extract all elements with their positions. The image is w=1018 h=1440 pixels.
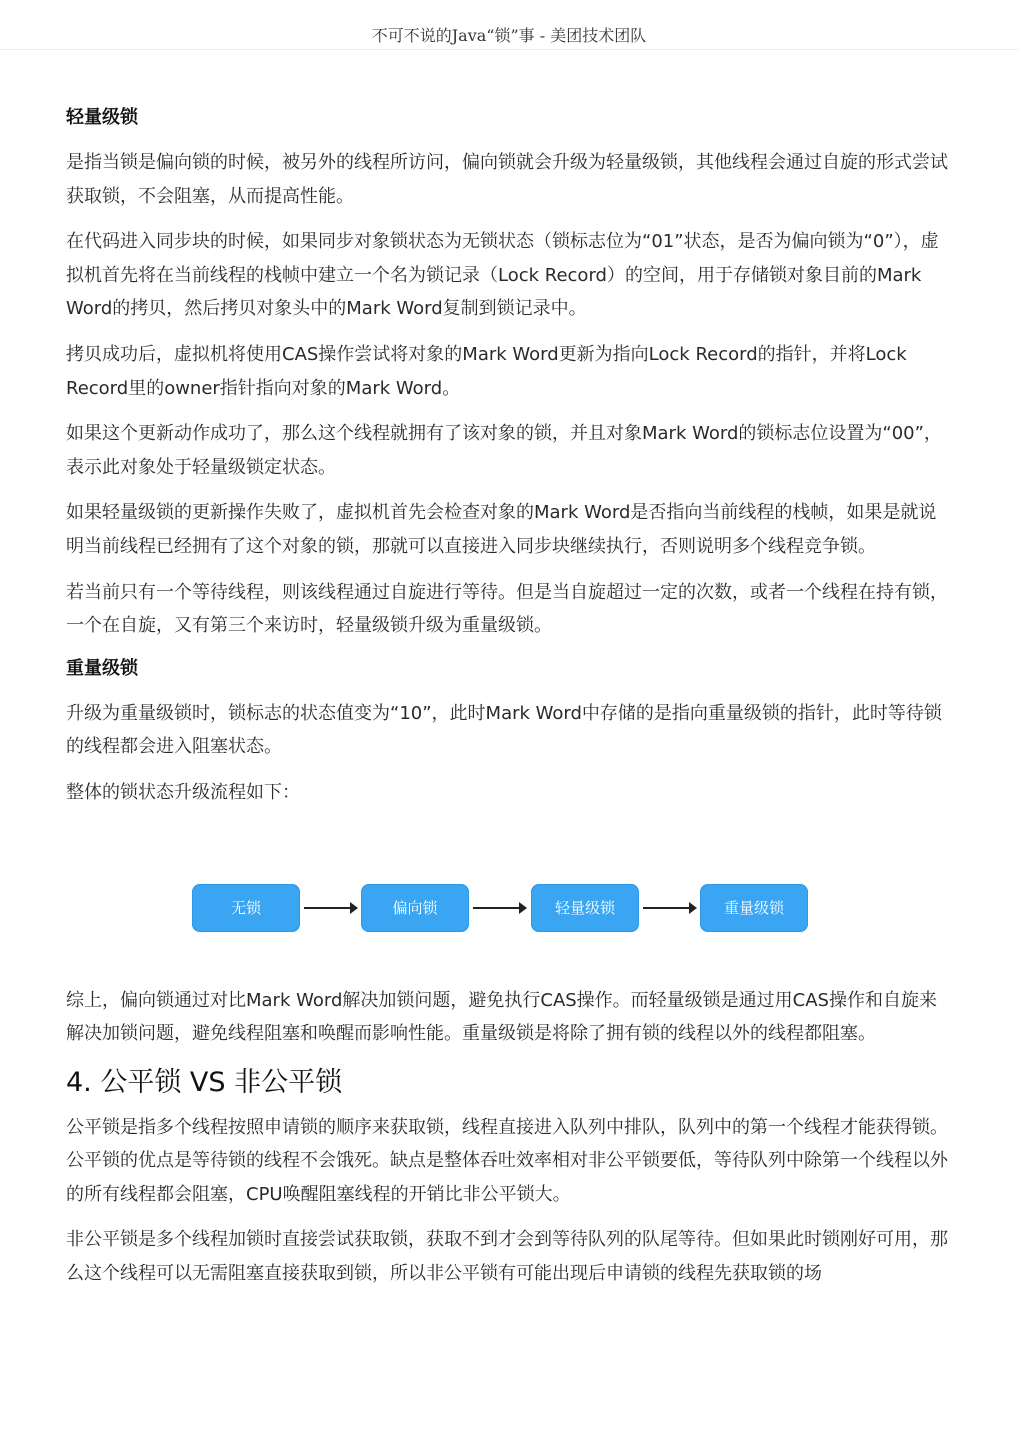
flow-arrow-icon xyxy=(304,907,356,909)
flow-arrow-icon xyxy=(643,907,695,909)
paragraph: 如果这个更新动作成功了，那么这个线程就拥有了该对象的锁，并且对象Mark Word的锁标志位设置为“00”，表示此对象处于轻量级锁定状态。 xyxy=(66,423,942,478)
heading-lightweight-lock: 轻量级锁 xyxy=(66,107,138,128)
paragraph: 若当前只有一个等待线程，则该线程通过自旋进行等待。但是当自旋超过一定的次数，或者一个线程在持有锁，一个在自旋，又有第三个来访时，轻量级锁升级为重量级锁。 xyxy=(66,581,948,637)
paragraph: 拷贝成功后，虚拟机将使用CAS操作尝试将对象的Mark Word更新为指向Lock Record的指针，并将Lock Record里的owner指针指向对象的Mark Word。 xyxy=(66,343,907,399)
heading-fair-vs-unfair: 4. 公平锁 VS 非公平锁 xyxy=(66,1066,343,1098)
heading-heavyweight-lock: 重量级锁 xyxy=(66,657,138,679)
flow-arrow-icon xyxy=(473,907,525,909)
paragraph: 公平锁是指多个线程按照申请锁的顺序来获取锁，线程直接进入队列中排队，队列中的第一个线程才能获得锁。公平锁的优点是等待锁的线程不会饿死。缺点是整体吞吐效率相对非公平锁要低，等待队列中除第一个线程以外的所有线程都会阻塞，CPU唤醒阻塞线程的开销比非公平锁大。 xyxy=(66,1116,948,1205)
article-body xyxy=(66,104,952,1303)
paragraph: 在代码进入同步块的时候，如果同步对象锁状态为无锁状态（锁标志位为“01”状态，是否为偏向锁为“0”），虚拟机首先将在当前线程的栈帧中建立一个名为锁记录（Lock Record）的空间，用于存储锁对象目前的Mark Word的拷贝，然后拷贝对象头中的Mark Word复制到锁记录中。 xyxy=(66,231,939,320)
flow-step-no-lock: 无锁 xyxy=(192,884,300,932)
paragraph: 如果轻量级锁的更新操作失败了，虚拟机首先会检查对象的Mark Word是否指向当前线程的栈帧，如果是就说明当前线程已经拥有了这个对象的锁，那就可以直接进入同步块继续执行，否则说明多个线程竞争锁。 xyxy=(66,502,937,557)
paragraph: 非公平锁是多个线程加锁时直接尝试获取锁，获取不到才会到等待队列的队尾等待。但如果此时锁刚好可用，那么这个线程可以无需阻塞直接获取到锁，所以非公平锁有可能出现后申请锁的线程先获取锁的场 xyxy=(66,1229,948,1285)
paragraph: 整体的锁状态升级流程如下： xyxy=(66,781,300,803)
flow-step-heavyweight-lock: 重量级锁 xyxy=(700,884,808,932)
paragraph: 是指当锁是偏向锁的时候，被另外的线程所访问，偏向锁就会升级为轻量级锁，其他线程会通过自旋的形式尝试获取锁，不会阻塞，从而提高性能。 xyxy=(66,152,948,207)
flow-step-biased-lock: 偏向锁 xyxy=(361,884,469,932)
flow-step-lightweight-lock: 轻量级锁 xyxy=(531,884,639,932)
page-title: 不可不说的Java“锁”事 - 美团技术团队 xyxy=(371,26,647,45)
page-header xyxy=(0,0,1018,50)
paragraph: 升级为重量级锁时，锁标志的状态值变为“10”，此时Mark Word中存储的是指向重量级锁的指针，此时等待锁的线程都会进入阻塞状态。 xyxy=(66,702,942,758)
lock-upgrade-flow-diagram xyxy=(66,822,952,972)
paragraph: 综上，偏向锁通过对比Mark Word解决加锁问题，避免执行CAS操作。而轻量级锁是通过用CAS操作和自旋来解决加锁问题，避免线程阻塞和唤醒而影响性能。重量级锁是将除了拥有锁的线程以外的线程都阻塞。 xyxy=(66,989,937,1045)
